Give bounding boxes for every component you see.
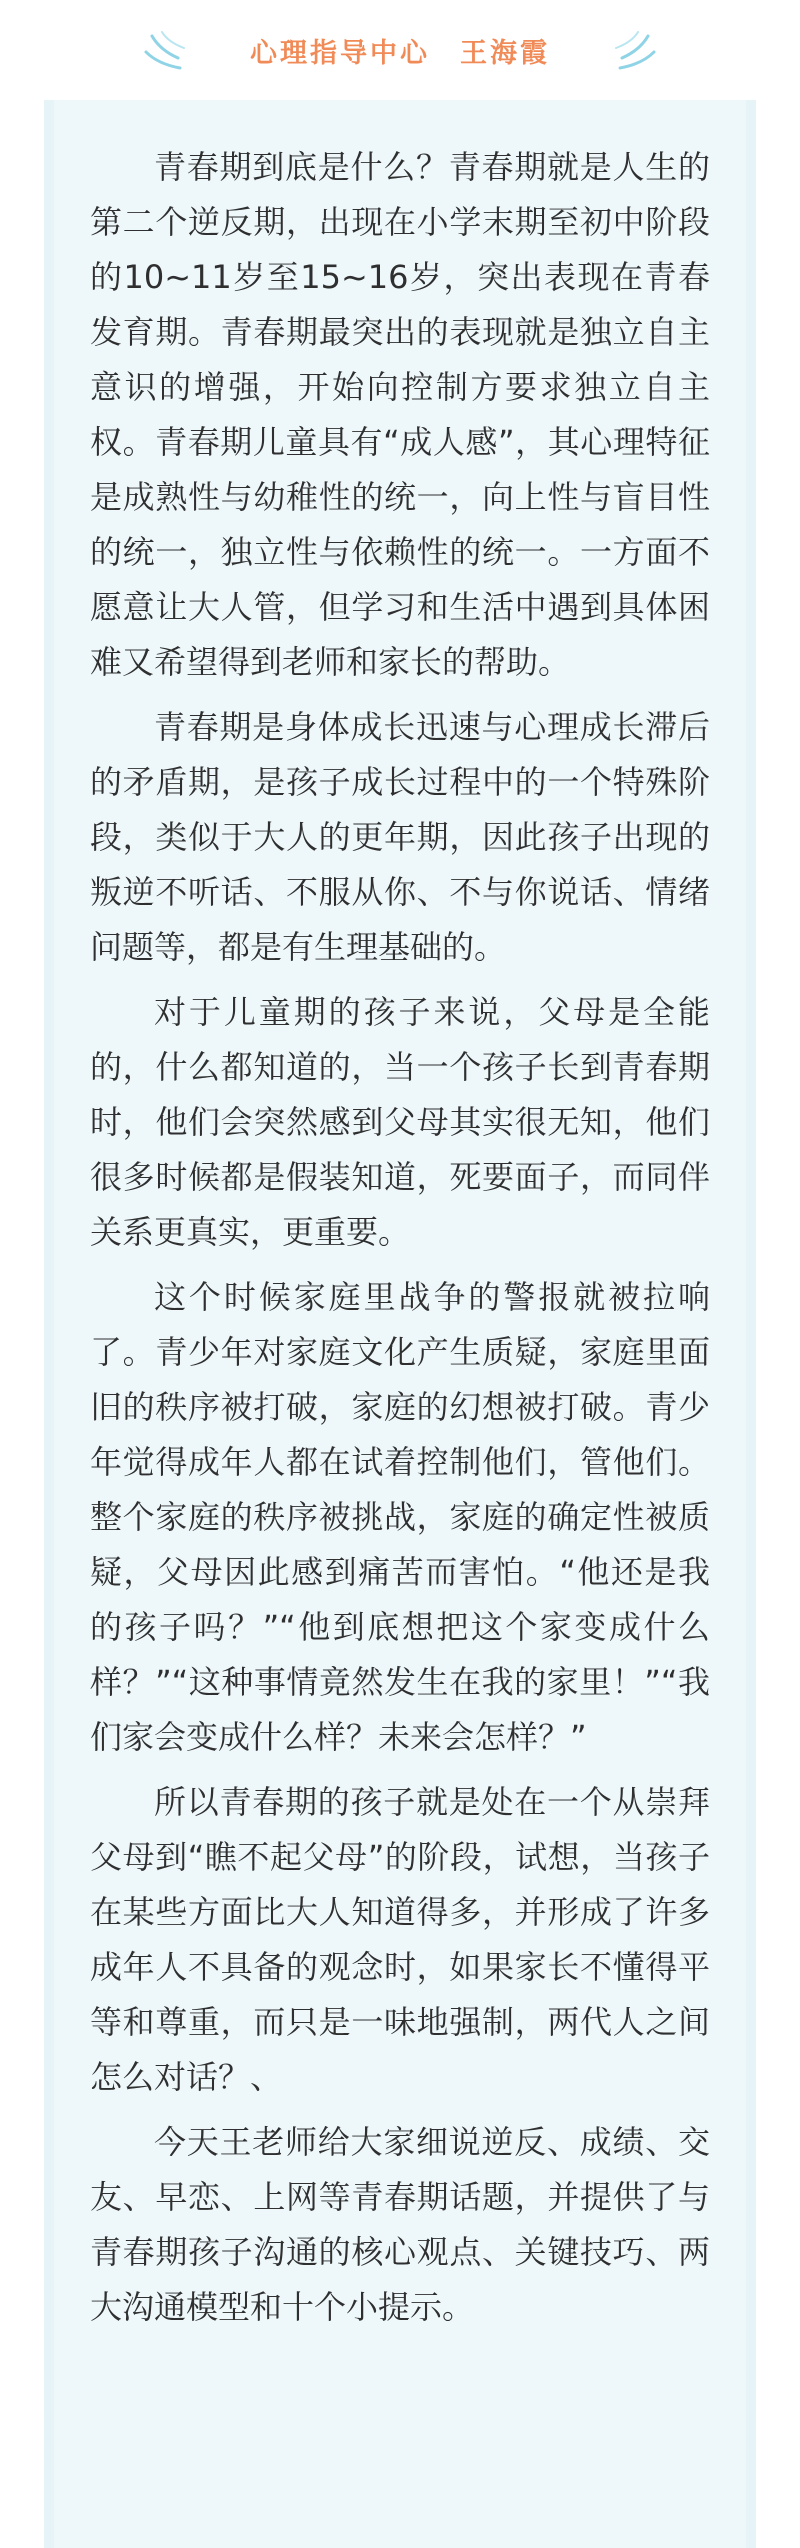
water-splash-icon (138, 28, 208, 78)
paragraph: 今天王老师给大家细说逆反、成绩、交友、早恋、上网等青春期话题，并提供了与青春期孩子沟通的核心观点、关键技巧、两大沟通模型和十个小提示。 (90, 2123, 710, 2326)
paragraph: 青春期是身体成长迅速与心理成长滞后的矛盾期，是孩子成长过程中的一个特殊阶段，类似于大人的更年期，因此孩子出现的叛逆不听话、不服从你、不与你说话、情绪问题等，都是有生理基础的。 (90, 708, 710, 966)
paragraph: 这个时候家庭里战争的警报就被拉响了。青少年对家庭文化产生质疑，家庭里面旧的秩序被打破，家庭的幻想被打破。青少年觉得成年人都在试着控制他们，管他们。整个家庭的秩序被挑战，家庭的确定性被质疑，父母因此感到痛苦而害怕。“他还是我的孩子吗？”“他到底想把这个家变成什么样？”“这种事情竟然发生在我的家里！”“我们家会变成什么样？未来会怎样？” (90, 1278, 710, 1756)
page-title: 心理指导中心 王海霞 (250, 37, 550, 69)
paragraph: 所以青春期的孩子就是处在一个从崇拜父母到“瞧不起父母”的阶段，试想，当孩子在某些方面比大人知道得多，并形成了许多成年人不具备的观念时，如果家长不懂得平等和尊重，而只是一味地强制，两代人之间怎么对话？、 (90, 1783, 710, 2096)
water-splash-icon (592, 28, 662, 78)
paragraph: 对于儿童期的孩子来说，父母是全能的，什么都知道的，当一个孩子长到青春期时，他们会突然感到父母其实很无知，他们很多时候都是假装知道，死要面子，而同伴关系更真实，更重要。 (90, 993, 710, 1251)
paragraph: 青春期到底是什么？青春期就是人生的第二个逆反期，出现在小学末期至初中阶段的10~11岁至15~16岁，突出表现在青春发育期。青春期最突出的表现就是独立自主意识的增强，开始向控制方要求独立自主权。青春期儿童具有“成人感”，其心理特征是成熟性与幼稚性的统一，向上性与盲目性的统一，独立性与依赖性的统一。一方面不愿意让大人管，但学习和生活中遇到具体困难又希望得到老师和家长的帮助。 (90, 148, 710, 681)
header (0, 0, 800, 100)
article-body (90, 140, 710, 2345)
